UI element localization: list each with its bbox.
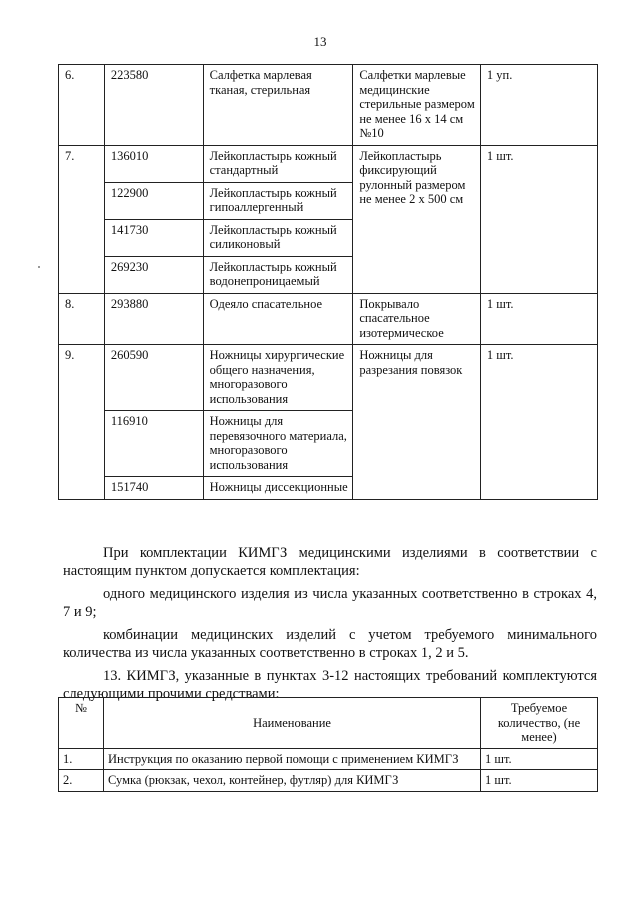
item-name: Одеяло спасательное [203,293,353,345]
body-text [63,545,597,709]
item-code: 122900 [104,182,203,219]
item-name: Салфетка марлевая тканая, стерильная [203,65,353,146]
item-name: Лейкопластырь кожный водонепроницаемый [203,256,353,293]
item-name: Лейкопластырь кожный силиконовый [203,219,353,256]
item-quantity: 1 уп. [480,65,597,146]
item-name: Ножницы хирургические общего назначения, многоразового использования [203,345,353,411]
item-code: 151740 [104,477,203,500]
item-code: 141730 [104,219,203,256]
item-name: Инструкция по оказанию первой помощи с применением КИМГЗ [104,748,481,770]
paragraph: одного медицинского изделия из числа указанных соответственно в строках 4, 7 и 9; [63,586,597,620]
page-number: 13 [313,34,327,49]
table-row [59,65,598,146]
row-number: 8. [59,293,105,345]
table-row [59,345,598,411]
item-description: Ножницы для разрезания повязок [353,345,481,500]
item-name: Лейкопластырь кожный стандартный [203,145,353,182]
row-number: 9. [59,345,105,500]
item-code: 223580 [104,65,203,146]
item-name: Ножницы диссекционные [203,477,353,500]
item-code: 116910 [104,411,203,477]
item-name: Сумка (рюкзак, чехол, контейнер, футляр) для КИМГЗ [104,770,481,792]
item-code: 269230 [104,256,203,293]
table-row [59,145,598,182]
item-description: Салфетки марлевые медицинские стерильные размером не менее 16 x 14 см №10 [353,65,481,146]
item-quantity: 1 шт. [480,145,597,293]
item-code: 136010 [104,145,203,182]
row-number: 2. [59,770,104,792]
table-header-row [59,698,598,749]
paragraph: При комплектации КИМГЗ медицинскими изделиями в соответствии с настоящим пунктом допускается комплектация: [63,545,597,579]
medical-items-table [58,64,598,500]
table-row [59,770,598,792]
item-quantity: 1 шт. [481,748,598,770]
table-row [59,748,598,770]
margin-mark [38,266,40,268]
paragraph: 13. КИМГЗ, указанные в пунктах 3-12 настоящих требований комплектуются следующими прочими средствами: [63,668,597,702]
header-number: № [59,698,104,749]
item-name: Ножницы для перевязочного материала, многоразового использования [203,411,353,477]
header-quantity: Требуемое количество, (не менее) [481,698,598,749]
item-description: Лейкопластырь фиксирующий рулонный размером не менее 2 x 500 см [353,145,481,293]
other-supplies-table [58,697,598,792]
item-code: 260590 [104,345,203,411]
table-row [59,293,598,345]
paragraph: комбинации медицинских изделий с учетом требуемого минимального количества из числа указанных соответственно в строках 1, 2 и 5. [63,627,597,661]
item-description: Покрывало спасательное изотермическое [353,293,481,345]
row-number: 6. [59,65,105,146]
item-name: Лейкопластырь кожный гипоаллергенный [203,182,353,219]
row-number: 1. [59,748,104,770]
item-quantity: 1 шт. [480,293,597,345]
item-quantity: 1 шт. [481,770,598,792]
item-code: 293880 [104,293,203,345]
row-number: 7. [59,145,105,293]
item-quantity: 1 шт. [480,345,597,500]
header-name: Наименование [104,698,481,749]
